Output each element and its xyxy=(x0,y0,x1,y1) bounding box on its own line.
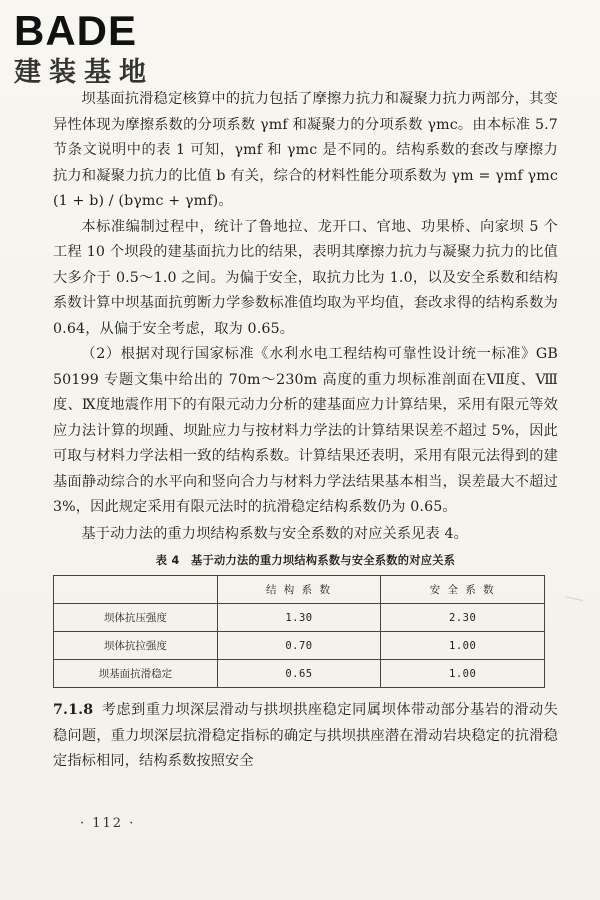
table-row xyxy=(54,632,545,660)
table-caption: 表 4 基于动力法的重力坝结构系数与安全系数的对应关系 xyxy=(155,554,456,567)
safety-coefficient-value: 2.30 xyxy=(381,604,545,632)
table-header-blank xyxy=(54,576,218,604)
logo-subtitle: 建装基地 xyxy=(14,57,154,88)
bade-logo xyxy=(14,7,189,92)
table-header-structural-coefficient: 结 构 系 数 xyxy=(217,576,381,604)
row-label: 坝体抗拉强度 xyxy=(54,632,218,660)
safety-coefficient-value: 1.00 xyxy=(381,632,545,660)
table-intro: 基于动力法的重力坝结构系数与安全系数的对应关系见表 4。 xyxy=(81,525,469,542)
table-row xyxy=(54,604,545,632)
row-label: 坝体抗压强度 xyxy=(54,604,218,632)
row-label: 坝基面抗滑稳定 xyxy=(54,660,218,688)
table-header-safety-coefficient: 安 全 系 数 xyxy=(381,576,545,604)
section-number: 7.1.8 xyxy=(53,702,94,718)
document-content xyxy=(53,87,558,775)
paragraph-2: 本标准编制过程中，统计了鲁地拉、龙开口、官地、功果桥、向家坝 5 个工程 10 个坝段的建基面抗力比的结果，表明其摩擦力抗力与凝聚力抗力的比值大多介于 0.5～1.0 之间。为偏于安全，取抗力比为 1.0，以及安全系数和结构系数计算中坝基面抗剪断力学参数标准值均取为平均值，套改求得的结构系数为 0.64，从偏于安全考虑，取为 0.65。 xyxy=(53,218,558,337)
safety-coefficient-value: 1.00 xyxy=(381,660,545,688)
scan-mark xyxy=(563,596,583,611)
logo-mark: BADE xyxy=(14,7,138,54)
coefficient-table xyxy=(53,575,545,688)
table-header-row xyxy=(54,576,545,604)
structural-coefficient-value: 1.30 xyxy=(217,604,381,632)
structural-coefficient-value: 0.65 xyxy=(217,660,381,688)
paragraph-1: 坝基面抗滑稳定核算中的抗力包括了摩擦力抗力和凝聚力抗力两部分，其变异性体现为摩擦系数的分项系数 γmf 和凝聚力的分项系数 γmc。由本标准 5.7 节条文说明中的表 1 可知，γmf 和 γmc 是不同的。结构系数的套改与摩擦力抗力和凝聚力抗力的比值 b 有关，综合的材料性能分项系数为 γm = γmf γmc (1 + b) / (bγmc + γmf)。 xyxy=(53,91,558,209)
section-text: 考虑到重力坝深层滑动与拱坝拱座稳定同属坝体带动部分基岩的滑动失稳问题，重力坝深层抗滑稳定指标的确定与拱坝拱座潜在滑动岩块稳定的抗滑稳定指标相同，结构系数按照安全 xyxy=(53,702,558,769)
page-number: · 112 · xyxy=(80,816,136,831)
section-7-1-8 xyxy=(53,698,558,775)
paragraph-3: （2）根据对现行国家标准《水利水电工程结构可靠性设计统一标准》GB 50199 专题文集中给出的 70m～230m 高度的重力坝标准剖面在Ⅶ度、Ⅷ度、Ⅸ度地震作用下的有限元动力分析的建基面应力计算结果，采用有限元等效应力法计算的坝踵、坝趾应力与按材料力学法的计算结果误差不超过 5%，因此可取与材料力学法相一致的结构系数。计算结果还表明，采用有限元法得到的建基面静动综合的水平向和竖向合力与材料力学法结果基本相当，误差最大不超过 3%，因此规定采用有限元法时的抗滑稳定结构系数仍为 0.65。 xyxy=(53,346,558,515)
table-row xyxy=(54,660,545,688)
structural-coefficient-value: 0.70 xyxy=(217,632,381,660)
